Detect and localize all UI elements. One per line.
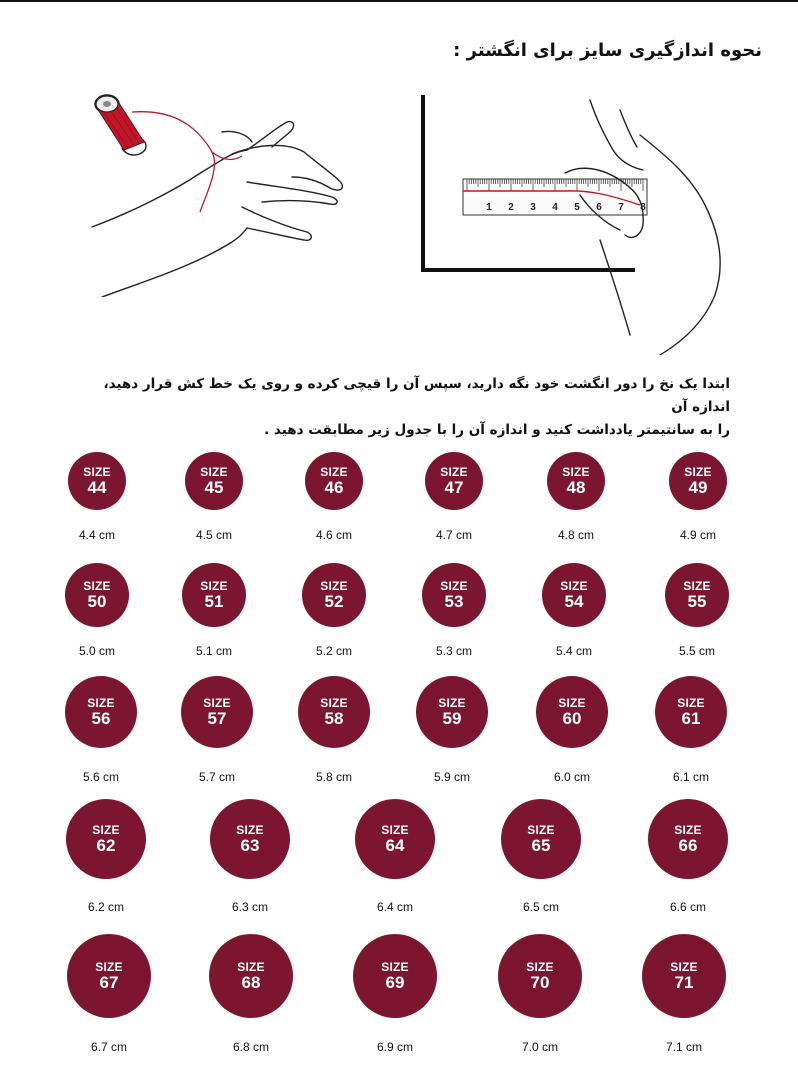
size-badge-61	[655, 676, 727, 748]
size-cm-label: 5.1 cm	[195, 644, 232, 658]
size-badge-44	[68, 452, 126, 510]
size-badge-70	[498, 934, 582, 1018]
size-badge-69	[353, 934, 437, 1018]
size-number: 70	[530, 972, 550, 992]
size-badge-56	[65, 676, 137, 748]
size-badge-64	[355, 799, 435, 879]
size-cm-label: 7.0 cm	[521, 1040, 558, 1054]
size-cm-label: 7.1 cm	[665, 1040, 702, 1054]
size-badge-58	[298, 676, 370, 748]
ruler-mark: 4	[552, 202, 558, 213]
size-number: 66	[678, 835, 698, 855]
ruler-mark: 8	[640, 202, 646, 213]
size-badge-46	[305, 452, 363, 510]
size-badge-47	[425, 452, 483, 510]
size-number: 61	[681, 708, 701, 728]
size-number: 71	[674, 972, 694, 992]
size-cm-label: 4.8 cm	[557, 528, 594, 542]
size-cm-label: 5.8 cm	[315, 770, 352, 784]
size-badge-65	[501, 799, 581, 879]
size-word: SIZE	[83, 464, 111, 479]
size-cm-label: 6.9 cm	[376, 1040, 413, 1054]
size-cm-label: 6.0 cm	[553, 770, 590, 784]
size-badge-52	[302, 563, 366, 627]
size-badge-60	[536, 676, 608, 748]
size-cm-label: 5.7 cm	[198, 770, 235, 784]
instructions-line-2: را به سانتیمتر یادداشت کنید و اندازه آن را با جدول زیر مطابقت دهید .	[264, 422, 730, 438]
size-number: 63	[240, 835, 260, 855]
ruler-mark: 6	[596, 202, 602, 213]
size-word: SIZE	[320, 464, 348, 479]
size-word: SIZE	[674, 822, 702, 837]
size-badge-49	[669, 452, 727, 510]
size-number: 49	[688, 477, 708, 497]
size-cm-label: 4.7 cm	[435, 528, 472, 542]
size-cm-label: 6.5 cm	[522, 900, 559, 914]
size-cm-label: 6.8 cm	[232, 1040, 269, 1054]
size-badge-57	[181, 676, 253, 748]
size-number: 69	[385, 972, 405, 992]
size-number: 65	[531, 835, 551, 855]
size-word: SIZE	[95, 959, 123, 974]
size-number: 64	[385, 835, 405, 855]
size-cm-label: 4.9 cm	[679, 528, 716, 542]
size-word: SIZE	[381, 959, 409, 974]
size-word: SIZE	[670, 959, 698, 974]
size-word: SIZE	[236, 822, 264, 837]
size-badge-63	[210, 799, 290, 879]
size-number: 46	[324, 477, 344, 497]
size-cm-label: 4.5 cm	[195, 528, 232, 542]
size-word: SIZE	[527, 822, 555, 837]
size-number: 50	[87, 591, 107, 611]
page-title: نحوه اندازگیری سایز برای انگشتر :	[453, 40, 762, 61]
size-word: SIZE	[440, 464, 468, 479]
size-word: SIZE	[558, 695, 586, 710]
size-cm-label: 6.6 cm	[669, 900, 706, 914]
size-cm-label: 5.4 cm	[555, 644, 592, 658]
size-word: SIZE	[684, 464, 712, 479]
size-number: 51	[204, 591, 224, 611]
size-cm-label: 5.2 cm	[315, 644, 352, 658]
size-number: 68	[241, 972, 261, 992]
size-number: 56	[91, 708, 111, 728]
size-word: SIZE	[83, 578, 111, 593]
size-badge-55	[665, 563, 729, 627]
size-cm-label: 5.5 cm	[678, 644, 715, 658]
ruler-mark: 1	[486, 202, 492, 213]
size-word: SIZE	[562, 464, 590, 479]
size-badge-54	[542, 563, 606, 627]
size-word: SIZE	[320, 695, 348, 710]
size-word: SIZE	[237, 959, 265, 974]
size-word: SIZE	[526, 959, 554, 974]
size-word: SIZE	[440, 578, 468, 593]
size-number: 48	[566, 477, 586, 497]
ruler-mark: 5	[574, 202, 580, 213]
size-cm-label: 6.1 cm	[672, 770, 709, 784]
size-badge-51	[182, 563, 246, 627]
size-badge-68	[209, 934, 293, 1018]
size-number: 54	[564, 591, 584, 611]
size-cm-label: 5.9 cm	[433, 770, 470, 784]
size-word: SIZE	[87, 695, 115, 710]
size-badge-48	[547, 452, 605, 510]
size-word: SIZE	[560, 578, 588, 593]
size-number: 45	[204, 477, 224, 497]
size-cm-label: 4.6 cm	[315, 528, 352, 542]
size-word: SIZE	[203, 695, 231, 710]
size-number: 67	[99, 972, 119, 992]
size-number: 47	[444, 477, 464, 497]
size-number: 62	[96, 835, 116, 855]
ruler-mark: 2	[508, 202, 514, 213]
size-cm-label: 5.6 cm	[82, 770, 119, 784]
size-badge-53	[422, 563, 486, 627]
size-badge-67	[67, 934, 151, 1018]
size-cm-label: 6.3 cm	[231, 900, 268, 914]
size-number: 44	[87, 477, 107, 497]
size-word: SIZE	[200, 464, 228, 479]
size-number: 58	[324, 708, 344, 728]
size-word: SIZE	[92, 822, 120, 837]
ruler-mark: 7	[618, 202, 624, 213]
size-cm-label: 5.3 cm	[435, 644, 472, 658]
size-word: SIZE	[677, 695, 705, 710]
size-badge-66	[648, 799, 728, 879]
ruler-mark: 3	[530, 202, 536, 213]
ruler-hand-illustration	[415, 95, 735, 355]
size-cm-label: 6.7 cm	[90, 1040, 127, 1054]
size-number: 53	[444, 591, 464, 611]
size-word: SIZE	[381, 822, 409, 837]
instructions-line-1: ابتدا یک نخ را دور انگشت خود نگه دارید، سپس آن را قیچی کرده و روی یک خط کش قرار دهید، اندازه آن	[103, 376, 730, 415]
size-word: SIZE	[438, 695, 466, 710]
size-badge-59	[416, 676, 488, 748]
size-number: 60	[562, 708, 582, 728]
top-border-line	[0, 0, 798, 2]
size-word: SIZE	[200, 578, 228, 593]
size-badge-71	[642, 934, 726, 1018]
size-word: SIZE	[683, 578, 711, 593]
size-cm-label: 4.4 cm	[78, 528, 115, 542]
instructions-text	[70, 373, 730, 442]
size-number: 59	[442, 708, 462, 728]
size-badge-45	[185, 452, 243, 510]
thread-hand-illustration	[82, 82, 372, 297]
size-word: SIZE	[320, 578, 348, 593]
size-number: 57	[207, 708, 227, 728]
size-badge-50	[65, 563, 129, 627]
size-number: 52	[324, 591, 344, 611]
size-badge-62	[66, 799, 146, 879]
size-number: 55	[687, 591, 707, 611]
size-cm-label: 5.0 cm	[78, 644, 115, 658]
size-cm-label: 6.2 cm	[87, 900, 124, 914]
size-cm-label: 6.4 cm	[376, 900, 413, 914]
